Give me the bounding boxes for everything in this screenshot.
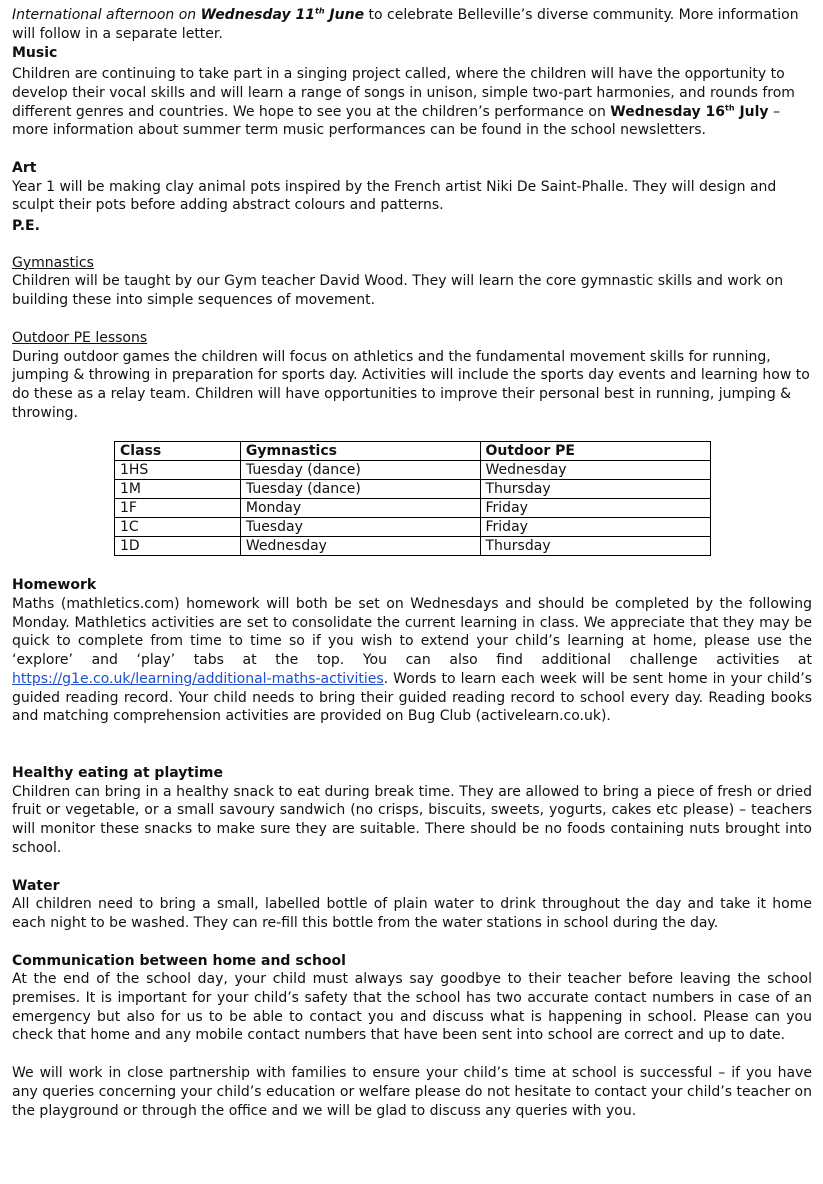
intro-date-sup: th — [315, 6, 325, 16]
intro-date-month: June — [324, 7, 365, 23]
intro-date-main: Wednesday 11 — [200, 7, 316, 23]
outdoor-pe-paragraph: During outdoor games the children will focus on athletics and the fundamental movement skills for running, jumping & throwing in preparation for sports day. Activities will include the sports day events and learning how to do these as a relay team. Children will have opportunities to improve their personal best in running, jumping & throwing. — [12, 348, 810, 421]
table-row — [115, 537, 711, 556]
spacer — [12, 858, 812, 877]
table-header-row — [115, 442, 711, 461]
spacer — [12, 1045, 812, 1064]
music-date-main: Wednesday 16 — [610, 103, 726, 120]
table-cell: 1D — [115, 537, 241, 556]
pe-timetable — [114, 441, 711, 556]
intro-text-b: to celebrate Belleville’s diverse community. More information will follow in a separate letter. — [12, 7, 799, 42]
table-cell: Friday — [480, 499, 711, 518]
art-paragraph: Year 1 will be making clay animal pots inspired by the French artist Niki De Saint-Phalle. They will design and sculpt their pots before adding abstract colours and patterns. — [12, 178, 777, 214]
gymnastics-paragraph: Children will be taught by our Gym teacher David Wood. They will learn the core gymnastic skills and work on building these into simple sequences of movement. — [12, 273, 784, 309]
table-cell: Tuesday (dance) — [240, 480, 480, 499]
intro-date — [201, 7, 364, 23]
table-cell: 1F — [115, 499, 241, 518]
communication-paragraph: At the end of the school day, your child must always say goodbye to their teacher before leaving the school premises. It is important for your child’s safety that the school has two accurate contact numbers in case of an emergency but also for us to be able to contact you and discuss what is happening in school. Please can you check that home and any mobile contact numbers that have been sent into school are correct and up to date. — [12, 971, 812, 1044]
table-cell: Wednesday — [480, 461, 711, 480]
water-heading: Water — [12, 877, 60, 894]
table-cell: Monday — [240, 499, 480, 518]
water-paragraph: All children need to bring a small, labelled bottle of plain water to drink throughout the day and take it home each night to be washed. They can re-fill this bottle from the water stations in school during the day. — [12, 896, 812, 931]
homework-text-b: . Words to learn each week will be sent home in your child’s guided reading record. Your child needs to bring their guided reading record to school every day. Reading books and matching comprehension activities are provided on Bug Club (activelearn.co.uk). — [12, 670, 812, 725]
table-cell: Friday — [480, 518, 711, 537]
closing-paragraph: We will work in close partnership with families to ensure your child’s time at school is successful – if you have any queries concerning your child’s education or welfare please do not hesitate to contact your child’s teacher on the playground or through the office and we will be glad to discuss any queries with you. — [12, 1065, 812, 1119]
healthy-eating-heading: Healthy eating at playtime — [12, 764, 223, 781]
spacer — [12, 726, 812, 745]
music-date — [610, 104, 768, 120]
outdoor-pe-subheading: Outdoor PE lessons — [12, 329, 148, 346]
table-cell: Wednesday — [240, 537, 480, 556]
art-heading: Art — [12, 159, 37, 176]
homework-text-a: Maths (mathletics.com) homework will both be set on Wednesdays and should be completed by the following Monday. Mathletics activities are set to consolidate the current learning in class. We appreciate that they may be quick to complete from time to time so if you wish to extend your child’s learning at home, please use the ‘explore’ and ‘play’ tabs at the top. You can also find additional challenge activities at — [12, 596, 812, 669]
spacer — [12, 236, 812, 254]
pe-heading: P.E. — [12, 218, 40, 235]
maths-activities-link[interactable]: https://g1e.co.uk/learning/additional-maths-activities — [12, 670, 384, 687]
spacer — [12, 310, 812, 329]
music-heading: Music — [12, 45, 58, 62]
table-header-gymnastics: Gymnastics — [240, 442, 480, 461]
table-cell: 1C — [115, 518, 241, 537]
table-header-class: Class — [115, 442, 241, 461]
intro-paragraph — [12, 6, 812, 43]
table-row — [115, 499, 711, 518]
homework-heading: Homework — [12, 577, 97, 594]
music-paragraph — [12, 65, 812, 140]
homework-paragraph — [12, 595, 812, 726]
table-cell: Tuesday (dance) — [240, 461, 480, 480]
table-row — [115, 461, 711, 480]
gymnastics-subheading: Gymnastics — [12, 254, 94, 271]
intro-text-a: International afternoon on — [12, 7, 201, 23]
spacer — [12, 140, 812, 159]
table-header-outdoor: Outdoor PE — [480, 442, 711, 461]
music-date-sup: th — [725, 102, 735, 112]
communication-heading: Communication between home and school — [12, 952, 346, 969]
music-date-month: July — [734, 103, 769, 120]
healthy-eating-paragraph: Children can bring in a healthy snack to eat during break time. They are allowed to bring a piece of fresh or dried fruit or vegetable, or a small savoury sandwich (no crisps, biscuits, sweets, yogurts, cakes etc please) – teachers will monitor these snacks to make sure they are suitable. There should be no foods containing nuts brought into school. — [12, 783, 812, 856]
table-cell: Thursday — [480, 537, 711, 556]
table-cell: Tuesday — [240, 518, 480, 537]
table-cell: 1HS — [115, 461, 241, 480]
table-cell: Thursday — [480, 480, 711, 499]
music-text-a: Children are continuing to take part in a singing project called, where the children will have the opportunity to develop their vocal skills and will learn a range of songs in unison, simple two-part harmonies, and rounds from different genres and countries. We hope to see you at the children’s performance on — [12, 66, 795, 120]
table-row — [115, 480, 711, 499]
spacer — [12, 745, 812, 764]
table-cell: 1M — [115, 480, 241, 499]
music-text-b: – more information about summer term music performances can be found in the school newsletters. — [12, 103, 781, 139]
table-row — [115, 518, 711, 537]
spacer — [12, 933, 812, 952]
